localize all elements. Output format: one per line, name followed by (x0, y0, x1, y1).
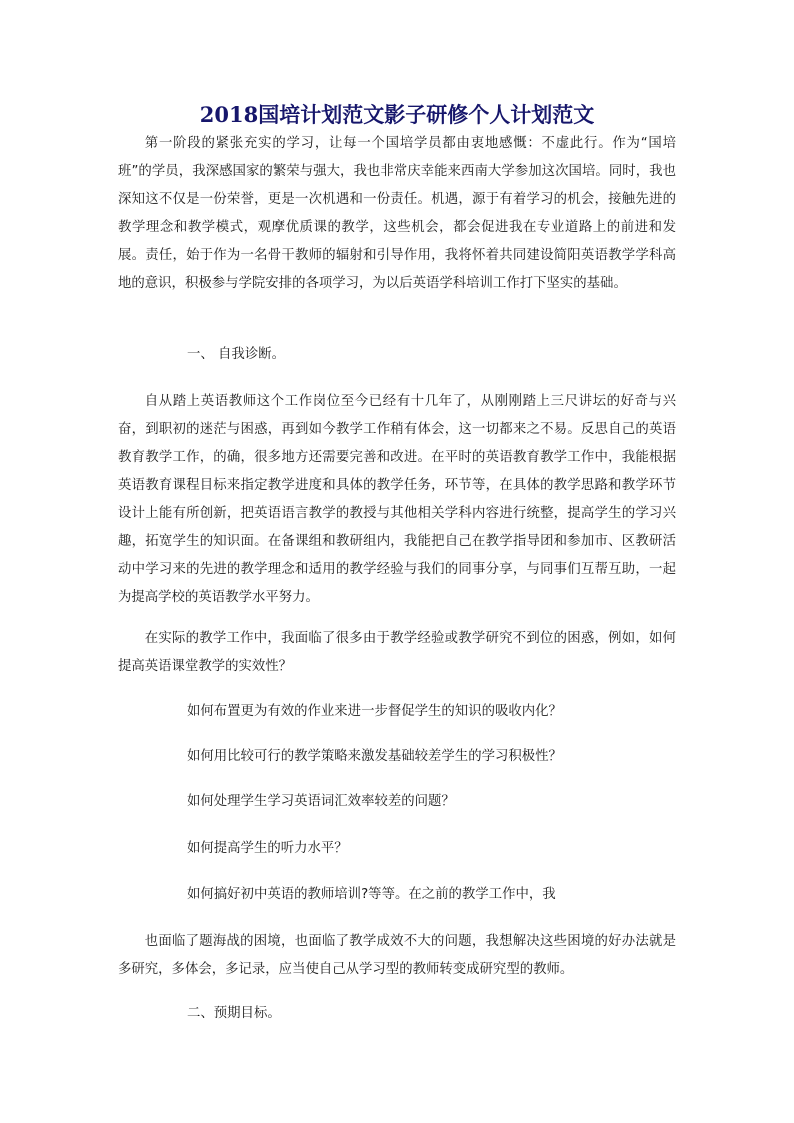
section-heading-expected-goals: 二、预期目标。 (187, 1006, 281, 1021)
question-item: 如何提高学生的听力水平？ (187, 841, 348, 856)
intro-paragraph: 第一阶段的紧张充实的学习，让每一个国培学员都由衷地感慨：不虚此行。作为“国培班”的学员，我深感国家的繁荣与强大，我也非常庆幸能来西南大学参加这次国培。同时，我也深知这不仅是一份荣誉，更是一次机遇和一份责任。机遇，源于有着学习的机会，接触先进的教学理念和教学模式，观摩优质课的教学，这些机会，都会促进我在专业道路上的前进和发展。责任，始于作为一名骨干教师的辐射和引导作用，我将怀着共同建设简阳英语教学学科高地的意识，积极参与学院安排的各项学习，为以后英语学科培训工作打下坚实的基础。 (118, 136, 676, 291)
question-item: 如何用比较可行的教学策略来激发基础较差学生的学习积极性？ (187, 749, 562, 764)
question-item: 如何处理学生学习英语词汇效率较差的问题？ (187, 794, 455, 809)
question-item: 如何搞好初中英语的教师培训?等等。在之前的教学工作中，我 (187, 887, 556, 902)
research-teacher-paragraph: 也面临了题海战的困境，也面临了教学成效不大的问题，我想解决这些困境的好办法就是多研究，多体会，多记录，应当使自己从学习型的教师转变成研究型的教师。 (118, 934, 676, 977)
document-title: 2018国培计划范文影子研修个人计划范文 (199, 102, 595, 127)
section-heading-self-diagnosis: 一、 自我诊断。 (187, 347, 285, 362)
teaching-confusion-paragraph: 在实际的教学工作中，我面临了很多由于教学经验或教学研究不到位的困惑，例如，如何提高英语课堂教学的实效性？ (118, 631, 676, 674)
question-item: 如何布置更为有效的作业来进一步督促学生的知识的吸收内化？ (187, 704, 562, 719)
self-diagnosis-paragraph: 自从踏上英语教师这个工作岗位至今已经有十几年了，从刚刚踏上三尺讲坛的好奇与兴奋，到职初的迷茫与困惑，再到如今教学工作稍有体会，这一切都来之不易。反思自己的英语教育教学工作，的确，很多地方还需要完善和改进。在平时的英语教育教学工作中，我能根据英语教育课程目标来指定教学进度和具体的教学任务，环节等，在具体的教学思路和教学环节设计上能有所创新，把英语语言教学的教授与其他相关学科内容进行统整，提高学生的学习兴趣，拓宽学生的知识面。在备课组和教研组内，我能把自己在教学指导团和参加市、区教研活动中学习来的先进的教学理念和适用的教学经验与我们的同事分享，与同事们互帮互助，一起为提高学校的英语教学水平努力。 (118, 394, 676, 605)
